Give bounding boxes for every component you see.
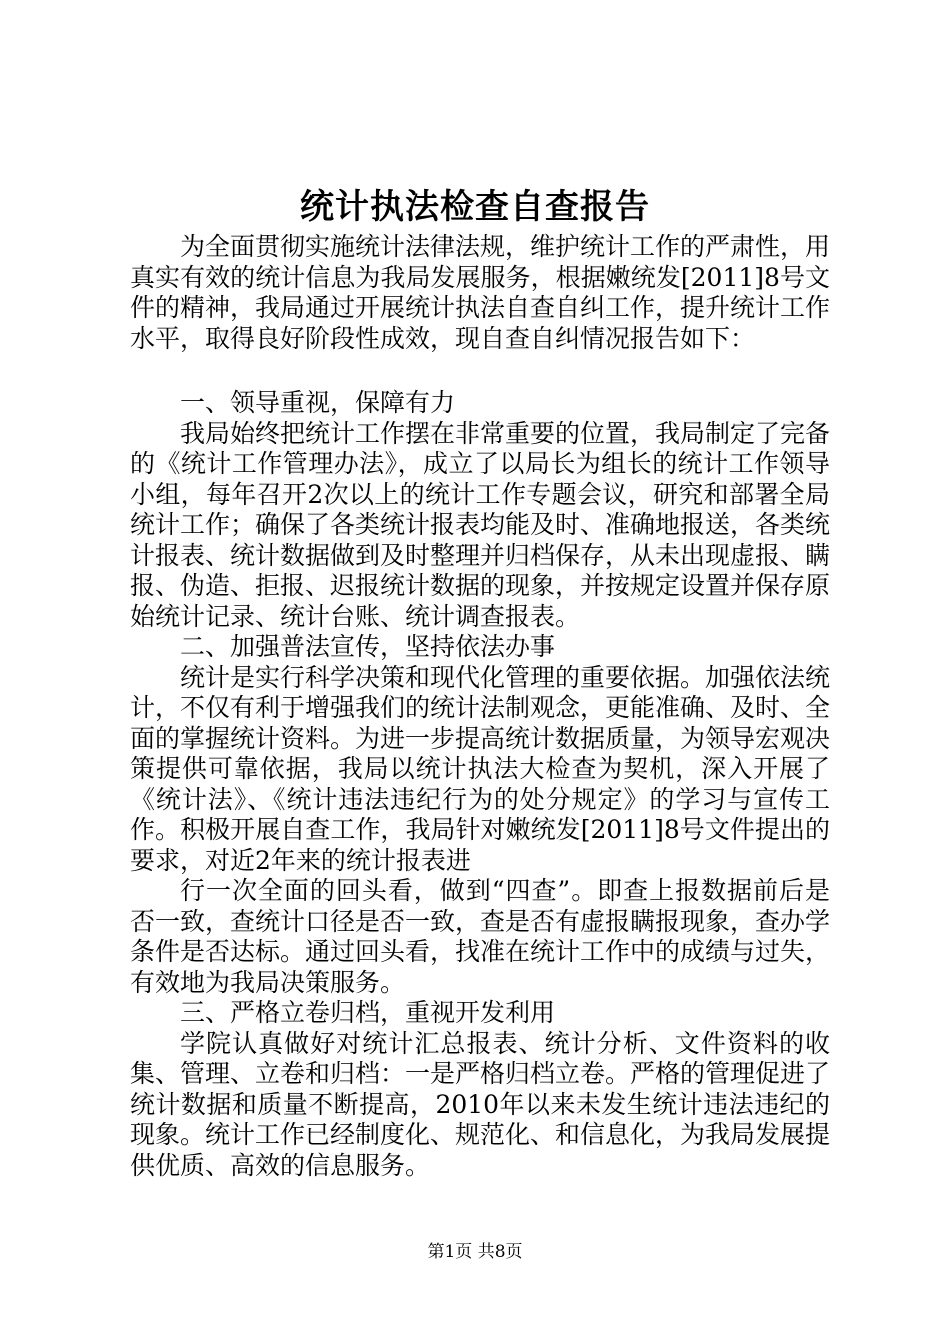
section-heading-1: 一、领导重视，保障有力 <box>180 388 456 417</box>
paragraph-section-3: 学院认真做好对统计汇总报表、统计分析、文件资料的收集、管理、立卷和归档：一是严格归档立卷。严格的管理促进了统计数据和质量不断提高，2010年以来未发生统计违法违纪的现象。统计工作已经制度化、规范化、和信息化，为我局发展提供优质、高效的信息服务。 <box>130 1028 831 1180</box>
document-body <box>130 232 830 1181</box>
page-number-footer: 第1页 共8页 <box>427 1242 523 1262</box>
section-heading-3: 三、严格立卷归档，重视开发利用 <box>180 998 556 1027</box>
section-heading-2: 二、加强普法宣传，坚持依法办事 <box>180 632 556 661</box>
paragraph-section-2: 统计是实行科学决策和现代化管理的重要依据。加强依法统计，不仅有利于增强我们的统计法制观念，更能准确、及时、全面的掌握统计资料。为进一步提高统计数据质量，为领导宏观决策提供可靠依据，我局以统计执法大检查为契机，深入开展了《统计法》、《统计违法违纪行为的处分规定》的学习与宣传工作。积极开展自查工作，我局针对嫩统发[2011]8号文件提出的要求，对近2年来的统计报表进 <box>130 662 831 875</box>
paragraph-section-2-continued: 行一次全面的回头看，做到“四查”。即查上报数据前后是否一致，查统计口径是否一致，查是否有虚报瞒报现象，查办学条件是否达标。通过回头看，找准在统计工作中的成绩与过失，有效地为我局决策服务。 <box>130 876 831 997</box>
document-title: 统计执法检查自查报告 <box>300 187 650 227</box>
paragraph-intro: 为全面贯彻实施统计法律法规，维护统计工作的严肃性，用真实有效的统计信息为我局发展服务，根据嫩统发[2011]8号文件的精神，我局通过开展统计执法自查自纠工作，提升统计工作水平，取得良好阶段性成效，现自查自纠情况报告如下： <box>130 232 831 353</box>
paragraph-section-1: 我局始终把统计工作摆在非常重要的位置，我局制定了完备的《统计工作管理办法》，成立了以局长为组长的统计工作领导小组，每年召开2次以上的统计工作专题会议，研究和部署全局统计工作；确保了各类统计报表均能及时、准确地报送，各类统计报表、统计数据做到及时整理并归档保存，从未出现虚报、瞒报、伪造、拒报、迟报统计数据的现象，并按规定设置并保存原始统计记录、统计台账、统计调查报表。 <box>130 418 831 631</box>
